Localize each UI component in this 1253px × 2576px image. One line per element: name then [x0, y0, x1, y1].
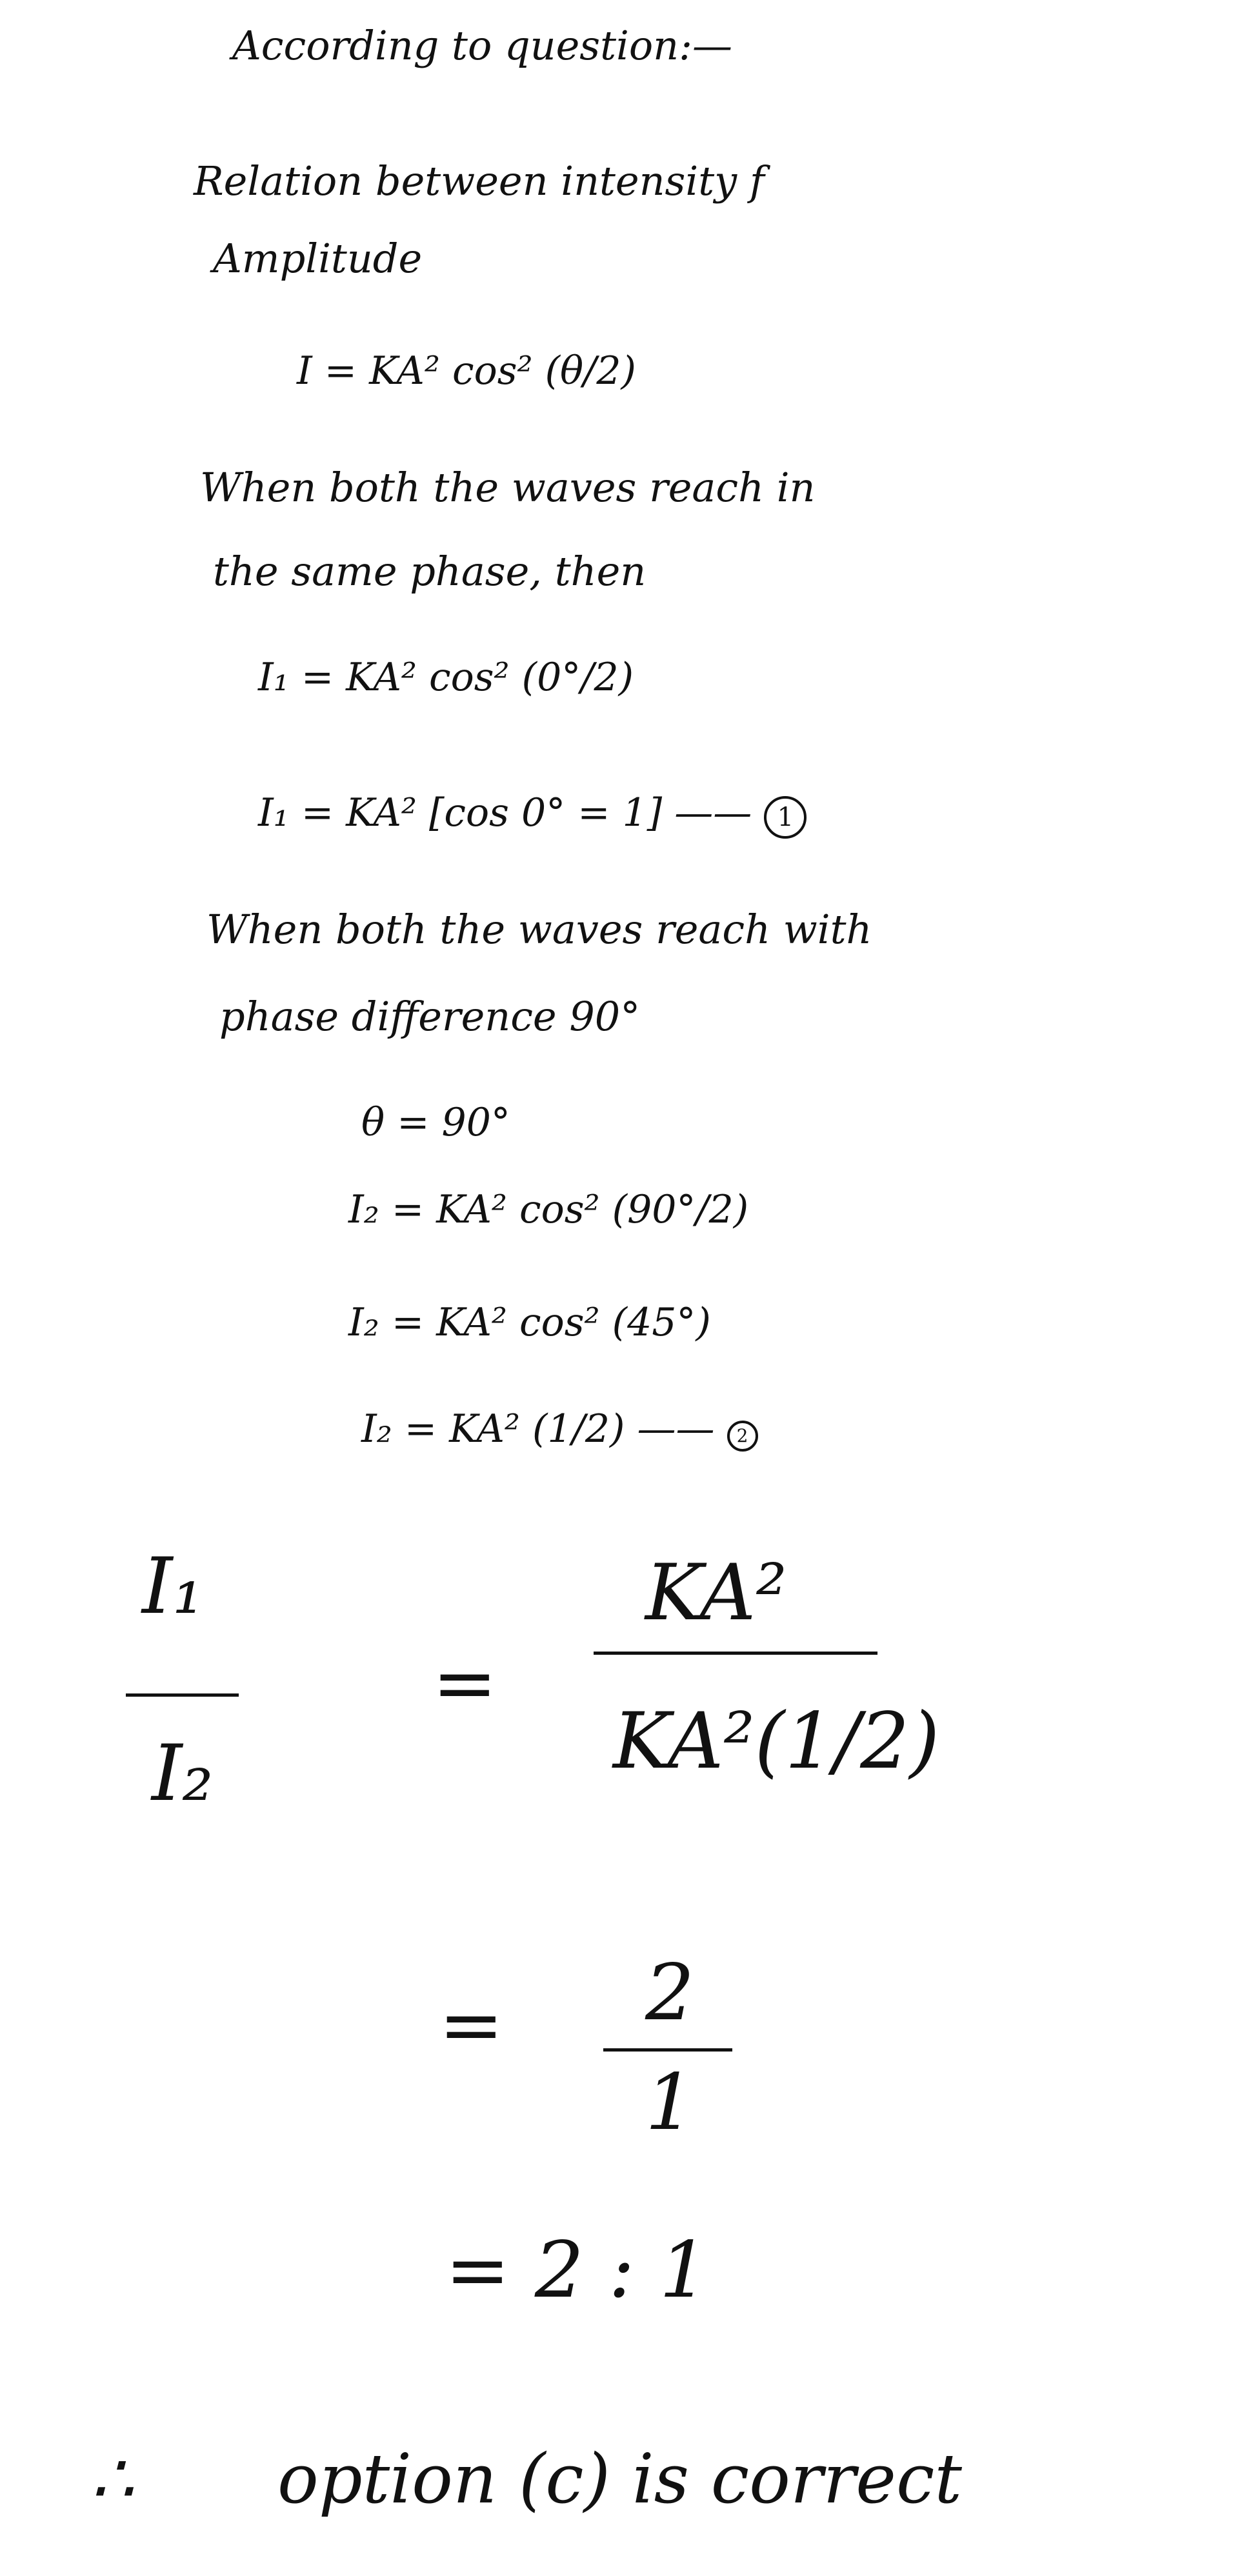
- ratio-equals: =: [432, 1639, 497, 1728]
- case2-line-2: phase difference 90°: [219, 993, 641, 1040]
- ratio-fraction-bar: [126, 1693, 239, 1697]
- equation-marker-2: 2: [727, 1421, 758, 1452]
- case1-line-2: the same phase, then: [213, 548, 647, 595]
- ratio-rhs-denominator: KA²(1/2): [613, 1697, 940, 1786]
- intro-text: According to question:—: [232, 22, 732, 69]
- equation-i1-b-text: I₁ = KA² [cos 0° = 1] ——: [258, 790, 752, 835]
- equation-marker-1: 1: [764, 796, 807, 839]
- case2-line-1: When both the waves reach with: [206, 906, 872, 953]
- equation-i2-a: I₂ = KA² cos² (90°/2): [348, 1187, 749, 1232]
- conclusion-text: option (c) is correct: [277, 2439, 962, 2519]
- relation-line-2: Amplitude: [213, 235, 423, 282]
- equation-i2-b: I₂ = KA² cos² (45°): [348, 1300, 711, 1345]
- ratio-rhs-fraction-bar: [594, 1652, 877, 1655]
- step2-fraction-bar: [603, 2048, 732, 2052]
- relation-line-1: Relation between intensity f: [194, 157, 765, 205]
- case1-line-1: When both the waves reach in: [200, 464, 816, 511]
- equation-theta: θ = 90°: [361, 1100, 510, 1145]
- equation-i1-b: [258, 790, 807, 839]
- ratio-denominator: I₂: [152, 1729, 214, 1819]
- step3-result: = 2 : 1: [445, 2226, 709, 2315]
- equation-i2-c-text: I₂ = KA² (1/2) ——: [361, 1406, 715, 1452]
- equation-i2-c: [361, 1406, 758, 1452]
- ratio-numerator: I₁: [142, 1542, 204, 1632]
- intensity-equation: I = KA² cos² (θ/2): [297, 348, 636, 394]
- ratio-rhs-numerator: KA²: [645, 1548, 787, 1638]
- therefore-symbol: ∴: [90, 2439, 134, 2519]
- step2-numerator: 2: [645, 1948, 695, 2038]
- step2-denominator: 1: [645, 2058, 695, 2148]
- equation-i1-a: I₁ = KA² cos² (0°/2): [258, 655, 634, 700]
- step2-equals: =: [439, 1981, 504, 2070]
